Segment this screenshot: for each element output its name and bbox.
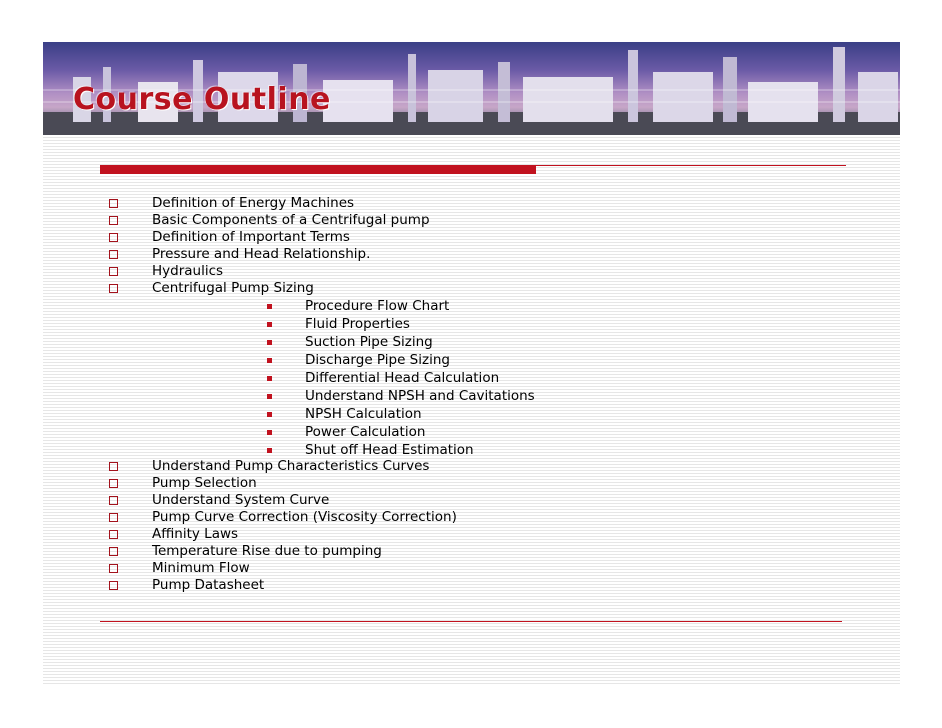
hollow-square-icon [109,199,118,208]
hollow-square-icon [109,547,118,556]
sub-list-item: Power Calculation [267,423,272,441]
course-outline [43,42,900,685]
filled-square-icon [267,322,272,327]
hollow-square-icon [109,267,118,276]
list-item: Understand Pump Characteristics Curves [109,458,118,475]
filled-square-icon [267,358,272,363]
list-item: Definition of Energy Machines [109,195,118,212]
list-item: Pressure and Head Relationship. [109,246,118,263]
list-item: Hydraulics [109,263,118,280]
list-item: Minimum Flow [109,560,118,577]
list-item: Definition of Important Terms [109,229,118,246]
hollow-square-icon [109,564,118,573]
sub-list-item: Understand NPSH and Cavitations [267,387,272,405]
filled-square-icon [267,430,272,435]
hollow-square-icon [109,250,118,259]
filled-square-icon [267,448,272,453]
sub-list-item: Differential Head Calculation [267,369,272,387]
hollow-square-icon [109,284,118,293]
slide [43,42,900,685]
filled-square-icon [267,340,272,345]
sub-list-item: Shut off Head Estimation [267,441,272,459]
hollow-square-icon [109,496,118,505]
list-item: Pump Selection [109,475,118,492]
sub-list-item: Suction Pipe Sizing [267,333,272,351]
filled-square-icon [267,376,272,381]
filled-square-icon [267,412,272,417]
list-item: Pump Datasheet [109,577,118,594]
hollow-square-icon [109,581,118,590]
list-item: Understand System Curve [109,492,118,509]
list-item: Temperature Rise due to pumping [109,543,118,560]
bottom-divider [100,621,842,622]
hollow-square-icon [109,530,118,539]
list-item: Centrifugal Pump Sizing [109,280,118,297]
page-title: Course Outline [73,82,331,117]
list-item: Pump Curve Correction (Viscosity Correction) [109,509,118,526]
list-item: Affinity Laws [109,526,118,543]
list-item: Basic Components of a Centrifugal pump [109,212,118,229]
hollow-square-icon [109,216,118,225]
sub-list-item: Fluid Properties [267,315,272,333]
sub-list-item: NPSH Calculation [267,405,272,423]
hollow-square-icon [109,479,118,488]
hollow-square-icon [109,462,118,471]
filled-square-icon [267,394,272,399]
filled-square-icon [267,304,272,309]
sub-list-item: Discharge Pipe Sizing [267,351,272,369]
hollow-square-icon [109,233,118,242]
hollow-square-icon [109,513,118,522]
sub-list-item: Procedure Flow Chart [267,297,272,315]
